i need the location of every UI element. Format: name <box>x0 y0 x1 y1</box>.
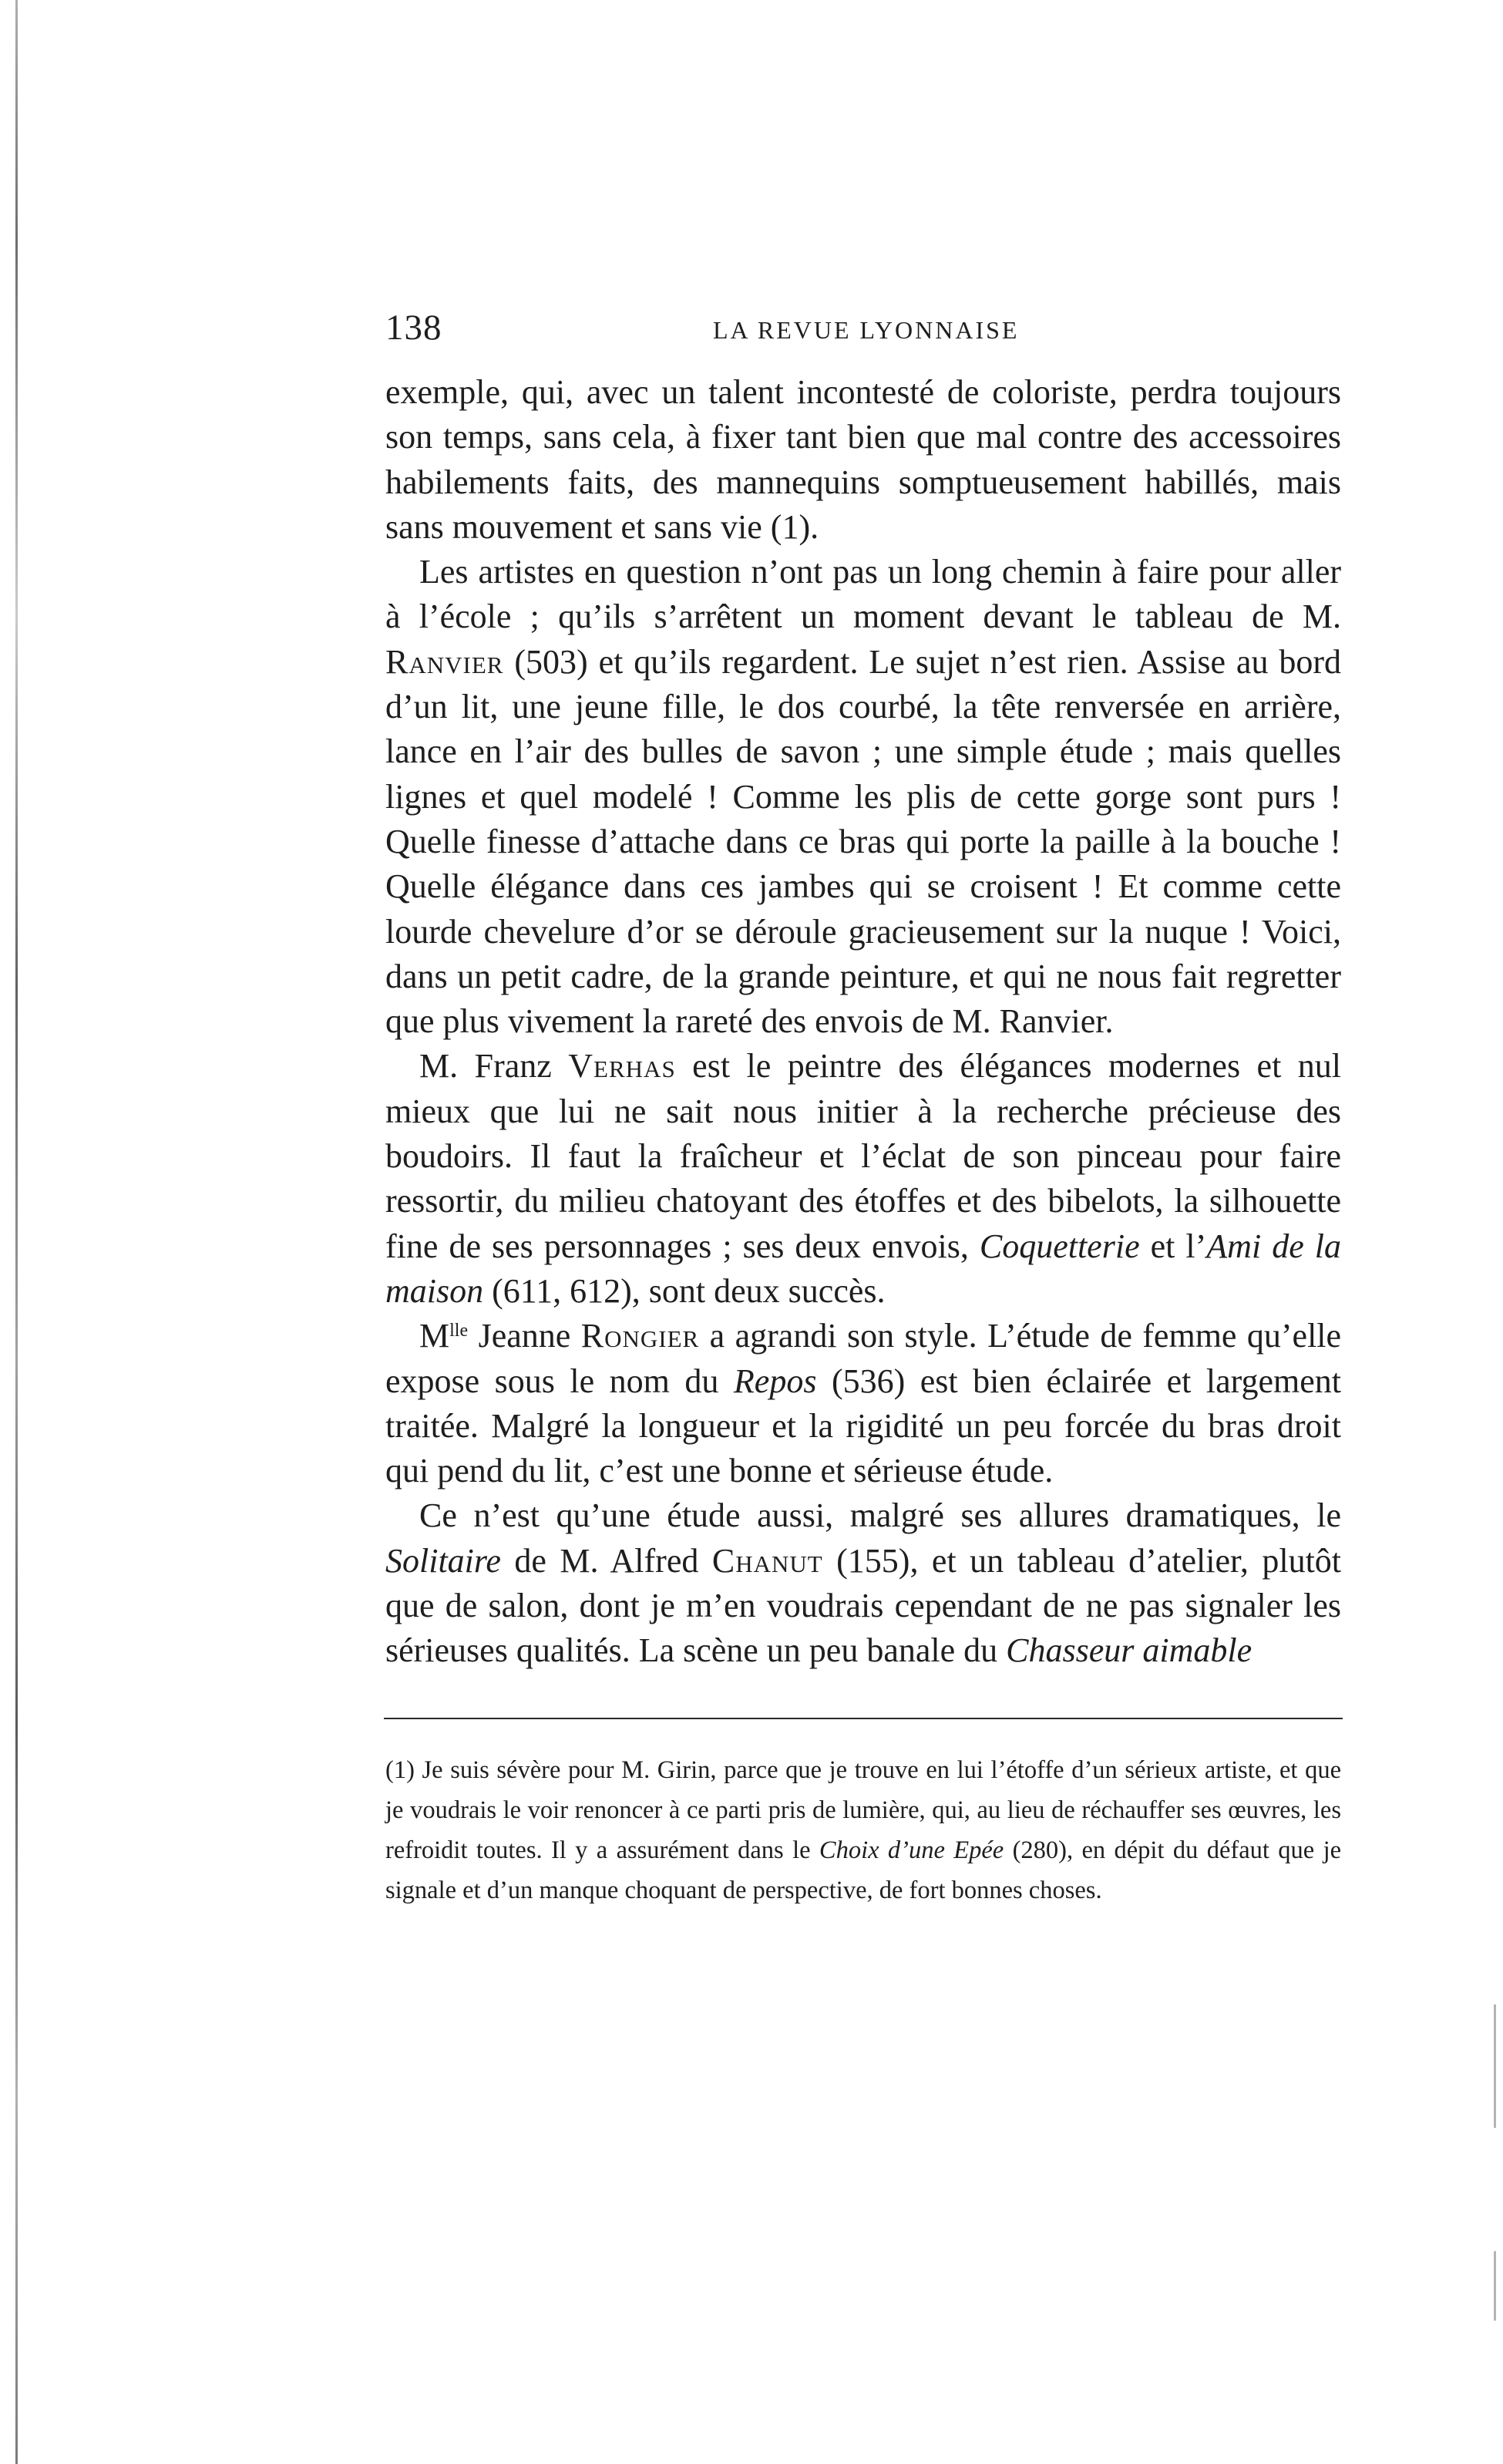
paragraph: M. Franz Verhas est le peintre des élégances modernes et nul mieux que lui ne sait nous initier à la recherche précieuse des boudoirs. Il faut la fraîcheur et l’éclat de son pinceau pour faire ressortir, du milieu chatoyant des étoffes et des bibelots, la silhouette fine de ses personnages ; ses deux envois, Coquetterie et l’Ami de la maison (611, 612), sont deux succès. <box>385 1047 1342 1310</box>
scan-binding-edge <box>15 0 18 2464</box>
artist-name: Ranvier <box>385 642 504 681</box>
scan-edge-mark <box>1494 2005 1496 2128</box>
artwork-title: Coquetterie <box>979 1227 1140 1265</box>
artist-name: Verhas <box>568 1047 676 1086</box>
paragraph: Ce n’est qu’une étude aussi, malgré ses allures dramatiques, le Solitaire de M. Alfred Chanut (155), et un tableau d’atelier, plutôt que de salon, dont je m’en voudrais cependant de ne pas signaler les sérieuses qualités. La scène un peu banale du Chasseur aimable <box>385 1496 1342 1670</box>
body-text <box>385 370 1341 1674</box>
artwork-title: Ami de la maison <box>385 1227 1341 1310</box>
page-header <box>385 307 1341 353</box>
running-head: LA REVUE LYONNAISE <box>713 316 1020 344</box>
footnote-rule <box>384 1718 1343 1719</box>
artwork-title: Chasseur aimable <box>1006 1631 1252 1670</box>
artist-name: Rongier <box>580 1317 700 1355</box>
footnotes <box>385 1750 1341 1910</box>
paragraph: Les artistes en question n’ont pas un long chemin à faire pour aller à l’école ; qu’ils s’arrêtent un moment devant le tableau de M. Ranvier (503) et qu’ils regardent. Le sujet n’est rien. Assise au bord d’un lit, une jeune fille, le dos courbé, la tête renversée en arrière, lance en l’air des bulles de savon ; une simple étude ; mais quelles lignes et quel modelé ! Comme les plis de cette gorge sont purs ! Quelle finesse d’attache dans ce bras qui porte la paille à la bouche ! Quelle élégance dans ces jambes qui se croisent ! Et comme cette lourde chevelure d’or se déroule gracieusement sur la nuque ! Voici, dans un petit cadre, de la grande peinture, et qui ne nous fait regretter que plus vivement la rareté des envois de M. Ranvier. <box>385 553 1342 1041</box>
page-number: 138 <box>385 308 442 348</box>
paragraph: $M^{lle}$ Jeanne Rongier a agrandi son style. L’étude de femme qu’elle expose sous le nom du Repos (536) est bien éclairée et largement traitée. Malgré la longueur et la rigidité un peu forcée du bras droit qui pend du lit, c’est une bonne et sérieuse étude. <box>385 1317 1342 1490</box>
artwork-title: Solitaire <box>385 1541 501 1580</box>
artwork-title: Choix d’une Epée <box>819 1836 1004 1864</box>
artist-name: Chanut <box>711 1541 823 1580</box>
paragraph: exemple, qui, avec un talent incontesté de coloriste, perdra toujours son temps, sans cela, à fixer tant bien que mal contre des accessoires habilements faits, des mannequins somptueusement habillés, mais sans mouvement et sans vie (1). <box>385 373 1341 546</box>
footnote: (1) Je suis sévère pour M. Girin, parce que je trouve en lui l’étoffe d’un sérieux artiste, et que je voudrais le voir renoncer à ce parti pris de lumière, qui, au lieu de réchauffer ses œuvres, les refroidit toutes. Il y a assurément dans le Choix d’une Epée (280), en dépit du défaut que je signale et d’un manque choquant de perspective, de fort bonnes choses. <box>385 1756 1342 1904</box>
artwork-title: Repos <box>733 1362 817 1400</box>
scan-edge-mark <box>1494 2251 1496 2321</box>
